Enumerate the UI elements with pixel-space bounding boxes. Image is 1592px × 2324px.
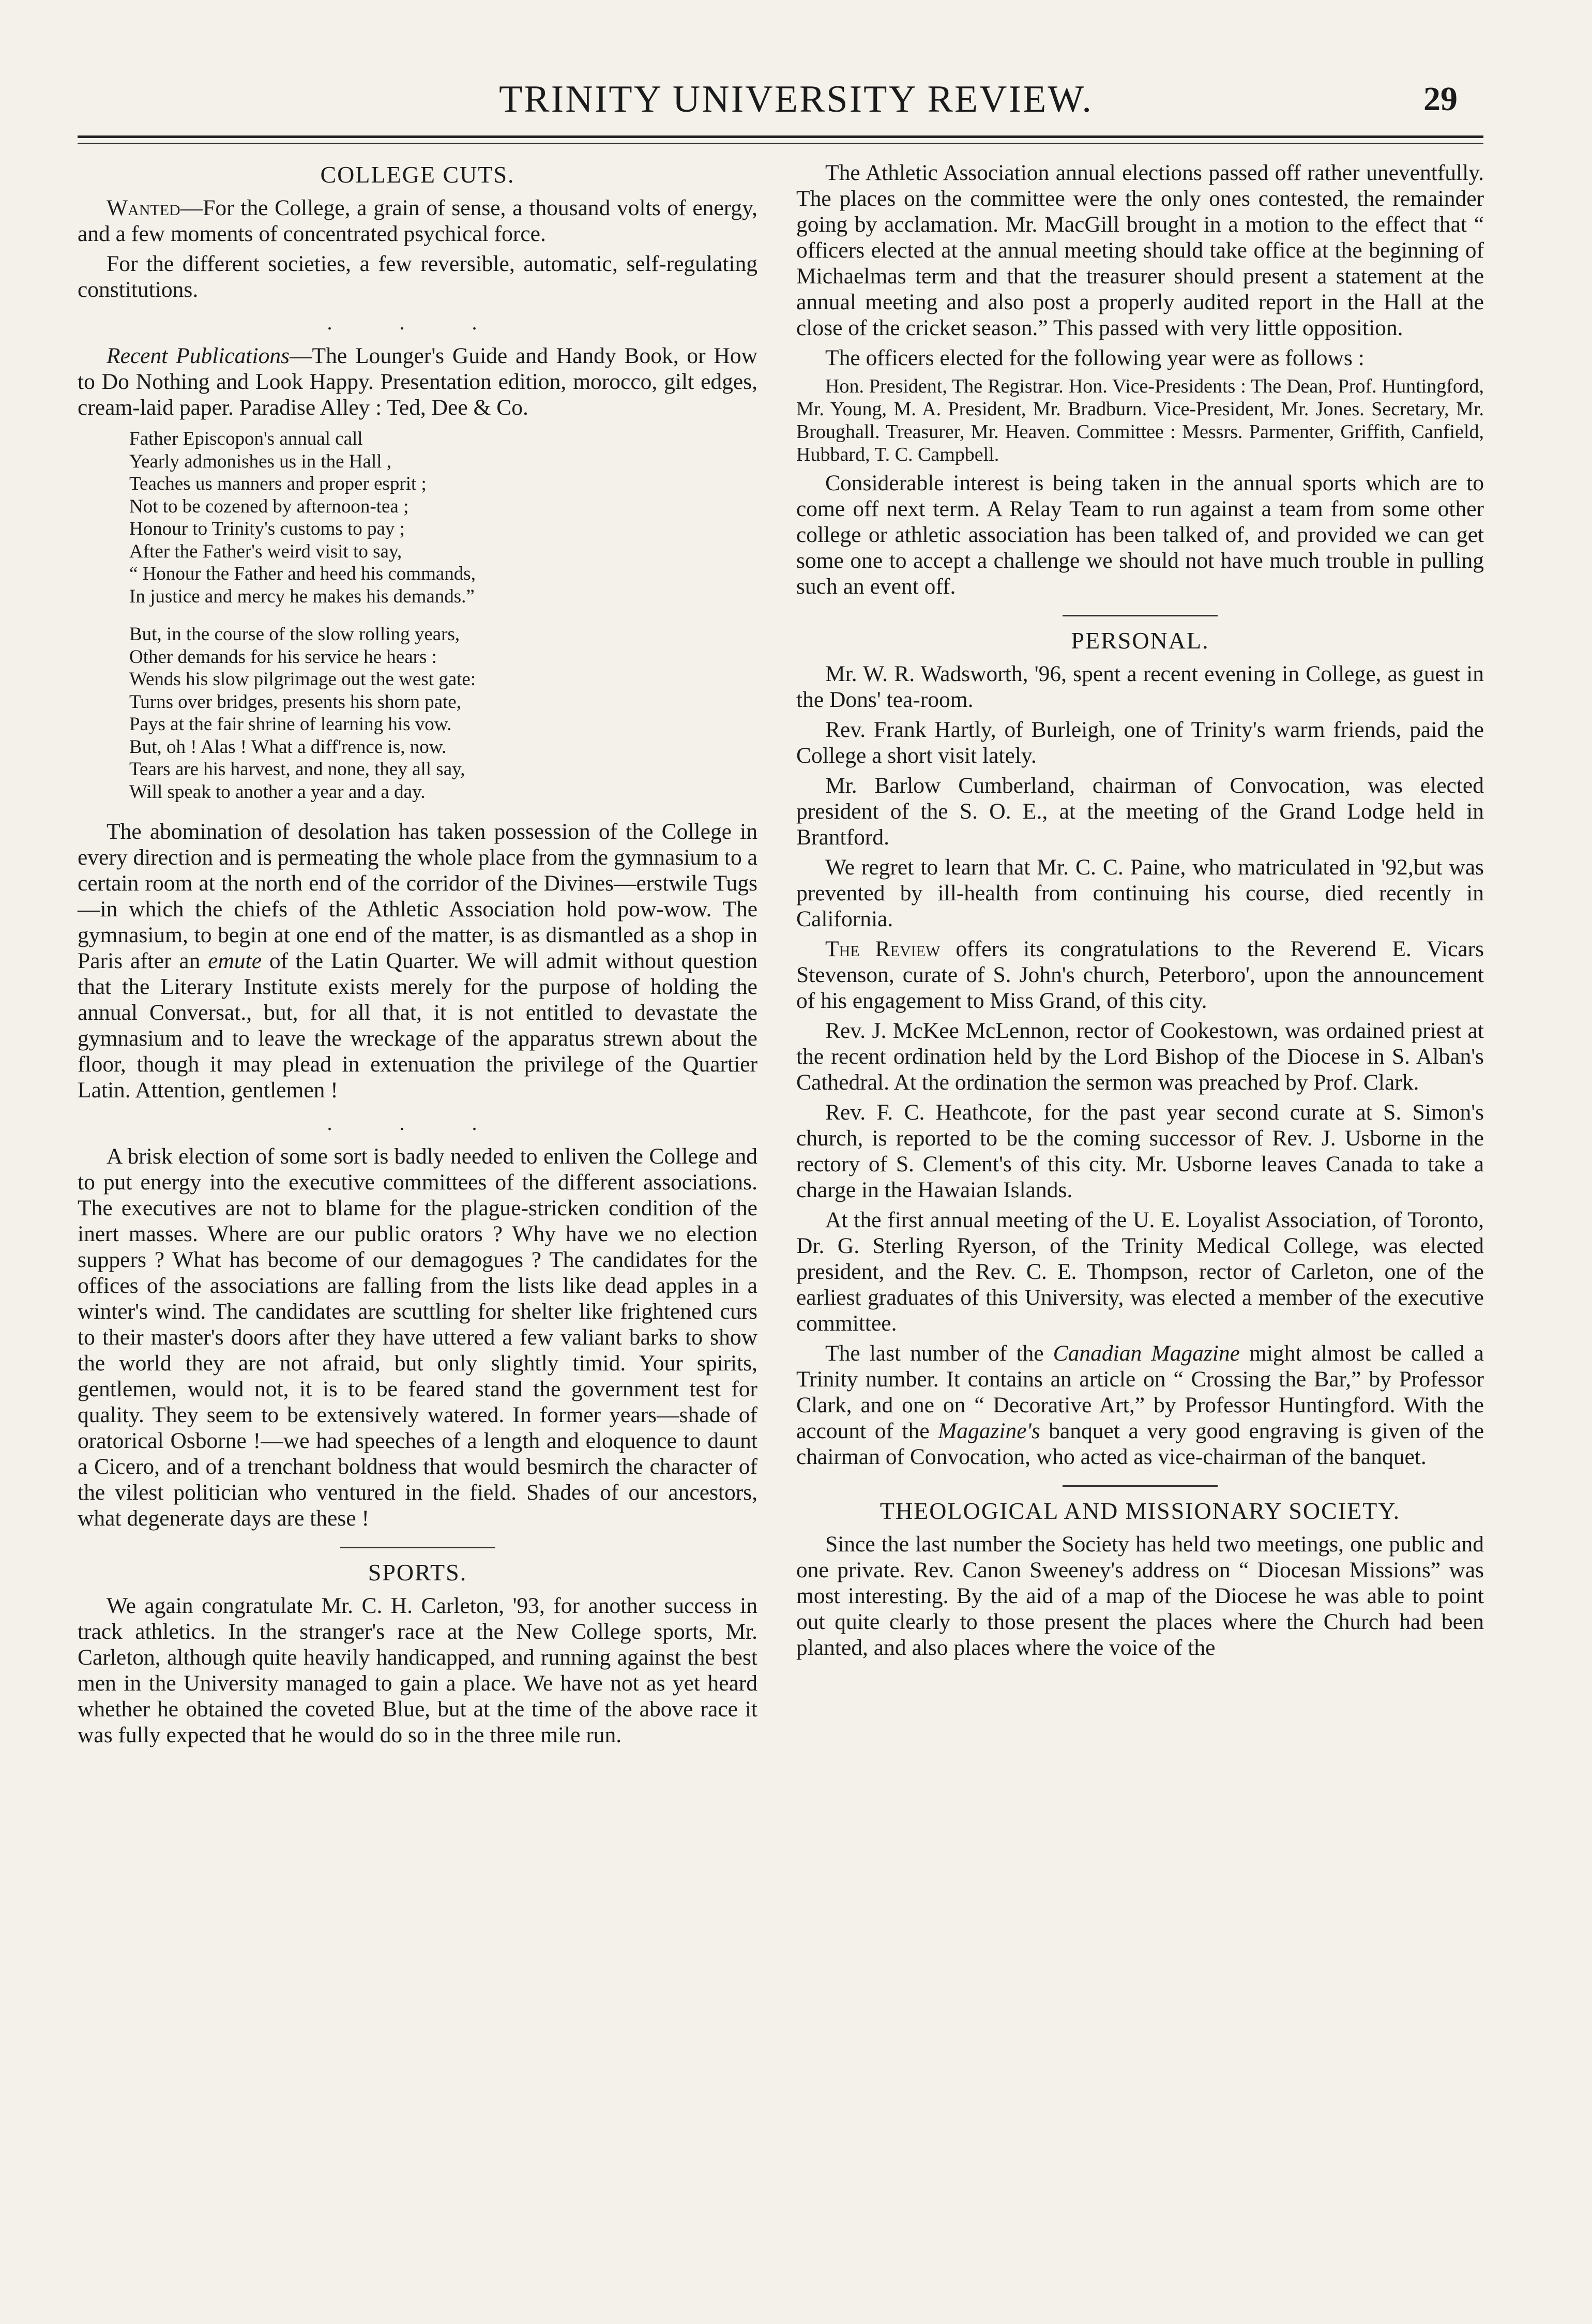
paragraph-text: banquet a very good engraving is given of the chairman of Convocation, who acted as vice-chairman of the banquet. bbox=[796, 1418, 1484, 1469]
paragraph-text: of the Latin Quarter. We will admit without question that the Literary Institute exists merely for the purpose of holding the annual Conversat., but, for all that, it is not entitled to devastate the gymnasium and to leave the wreckage of the apparatus strewn about the floor, though it may plead in extenuation the privilege of the Quartier Latin. Attention, gentlemen ! bbox=[78, 948, 757, 1103]
section-divider bbox=[1063, 1485, 1218, 1487]
section-separator-dots: . . . bbox=[327, 1111, 508, 1135]
paragraph: We again congratulate Mr. C. H. Carleton, '93, for another success in track athletics. In the stranger's race at the New College sports, Mr. Carleton, although quite heavily handicapped, and running against the best men in the University managed to gain a place. We have not as yet heard whether he obtained the coveted Blue, but at the time of the above race it was fully expected that he would do so in the three mile run. bbox=[78, 1593, 757, 1747]
officers-list: Hon. President, The Registrar. Hon. Vice-Presidents : The Dean, Prof. Huntingford, Mr. Young, M. A. President, Mr. Bradburn. Vice-President, Mr. Jones. Secretary, Mr. Broughall. Treasurer, Mr. Heaven. Committee : Messrs. Parmenter, Griffith, Canfield, Hubbard, T. C. Campbell. bbox=[796, 375, 1484, 465]
right-column bbox=[796, 158, 1484, 1665]
page-number: 29 bbox=[1423, 80, 1458, 118]
italic-title: Canadian Magazine bbox=[1053, 1341, 1240, 1366]
paragraph bbox=[78, 819, 757, 1103]
poem-line: Pays at the fair shrine of learning his vow. bbox=[129, 714, 452, 735]
italic-word: emute bbox=[208, 948, 262, 973]
paragraph: At the first annual meeting of the U. E. Loyalist Association, of Toronto, Dr. G. Sterling Ryerson, of the Trinity Medical College, was elected president, and the Rev. C. E. Thompson, rector of Carleton, one of the earliest graduates of this University, was elected a member of the executive committee. bbox=[796, 1208, 1484, 1336]
header-rule-thick bbox=[78, 135, 1483, 138]
poem-line: But, oh ! Alas ! What a diff'rence is, now. bbox=[129, 736, 447, 758]
paragraph: The officers elected for the following year were as follows : bbox=[825, 345, 1364, 370]
paragraph-text: —The Lounger's Guide and Handy Book, or How to Do Nothing and Look Happy. Presentation edition, morocco, gilt edges, cream-laid paper. Paradise Alley : Ted, Dee & Co. bbox=[78, 343, 757, 420]
paragraph-text: —For the College, a grain of sense, a thousand volts of energy, and a few moments of concentrated psychical force. bbox=[78, 195, 757, 246]
paragraph: A brisk election of some sort is badly needed to enliven the College and to put energy into the executive committees of the different associations. The executives are not to blame for the plague-stricken condition of the inert masses. Where are our public orators ? Why have we no election suppers ? What has become of our demagogues ? The candidates for the offices of the associations are falling from the lists like dead apples in a winter's wind. The candidates are scuttling for shelter like frightened curs to their master's doors after they have uttered a few valiant barks to show the world they are not afraid, but only slightly timid. Your spirits, gentlemen, would not, it is to be feared stand the government test for quality. They seem to be extensively watered. In former years—shade of oratorical Osborne !—we had speeches of a length and eloquence to daunt a Cicero, and of a trenchant boldness that would besmirch the character of the vilest politician who ventured in the field. Shades of our ancestors, what degenerate days are these ! bbox=[78, 1144, 757, 1531]
section-sports bbox=[78, 1560, 757, 1748]
section-divider bbox=[1063, 615, 1218, 616]
section-heading: COLLEGE CUTS. bbox=[320, 161, 515, 188]
poem-stanza-1 bbox=[129, 428, 757, 608]
section-personal bbox=[796, 628, 1484, 1470]
poem-line: Other demands for his service he hears : bbox=[129, 646, 437, 668]
paragraph bbox=[796, 1340, 1484, 1470]
poem-line: Wends his slow pilgrimage out the west gate: bbox=[129, 669, 476, 690]
paragraph: Considerable interest is being taken in the annual sports which are to come off next term. A Relay Team to run against a team from some other college or athletic association has been talked of, and provided we can get some one to accept a challenge we should not have much trouble in pulling such an event off. bbox=[796, 471, 1484, 599]
poem-stanza-2 bbox=[129, 623, 757, 803]
poem bbox=[129, 428, 757, 803]
masthead bbox=[0, 78, 1592, 124]
section-heading: PERSONAL. bbox=[1071, 627, 1209, 654]
paragraph-text: The abomination of desolation has taken possession of the College in every direction and is permeating the whole place from the gymnasium to a certain room at the north end of the corridor of the Divines—erstwile Tugs—in which the chiefs of the Athletic Association hold pow-wow. The gymnasium, to begin at one end of the matter, is as dismantled as a shop in Paris after an bbox=[78, 819, 757, 973]
poem-line: Honour to Trinity's customs to pay ; bbox=[129, 518, 405, 539]
section-heading: SPORTS. bbox=[368, 1559, 467, 1586]
section-divider bbox=[340, 1547, 495, 1548]
lead-phrase: Recent Publications bbox=[107, 343, 290, 368]
paragraph bbox=[78, 343, 757, 420]
paragraph: Mr. W. R. Wadsworth, '96, spent a recent evening in College, as guest in the Dons' tea-room. bbox=[796, 661, 1484, 712]
italic-title: Magazine's bbox=[937, 1418, 1040, 1443]
poem-line: But, in the course of the slow rolling years, bbox=[129, 624, 460, 645]
lead-word: Wanted bbox=[107, 195, 180, 220]
paragraph: Since the last number the Society has held two meetings, one public and one private. Rev. Canon Sweeney's address on “ Diocesan Missions” was most interesting. By the aid of a map of the Diocese he was able to point out quite clearly to those present the places where the Church had been planted, and also places where the voice of the bbox=[796, 1532, 1484, 1660]
lead-word: The Review bbox=[825, 937, 941, 961]
paragraph-text: might almost be called a Trinity number. It contains an article on “ Crossing the Bar,” by Professor Clark, and one on “ Decorative Art,” by Professor Huntingford. With the account of the bbox=[796, 1341, 1484, 1443]
paragraph: Mr. Barlow Cumberland, chairman of Convocation, was elected president of the S. O. E., at the meeting of the Grand Lodge held in Brantford. bbox=[796, 773, 1484, 850]
paragraph: Rev. F. C. Heathcote, for the past year second curate at S. Simon's church, is reported to be the coming successor of Rev. J. Usborne in the rectory of S. Clement's of this city. Mr. Usborne leaves Canada to take a charge in the Hawaian Islands. bbox=[796, 1100, 1484, 1202]
poem-line: Not to be cozened by afternoon-tea ; bbox=[129, 495, 409, 517]
poem-line: Will speak to another a year and a day. bbox=[129, 781, 426, 803]
poem-line: Father Episcopon's annual call bbox=[129, 428, 363, 449]
section-athletic-association bbox=[796, 160, 1484, 599]
paragraph: Rev. Frank Hartly, of Burleigh, one of Trinity's warm friends, paid the College a short visit lately. bbox=[796, 717, 1484, 768]
section-college-cuts bbox=[78, 162, 757, 1531]
poem-line: Teaches us manners and proper esprit ; bbox=[129, 473, 427, 494]
section-separator-dots: . . . bbox=[327, 311, 508, 334]
paragraph-text: offers its congratulations to the Reverend E. Vicars Stevenson, curate of S. John's church, Peterboro', upon the announcement of his engagement to Miss Grand, of this city. bbox=[796, 937, 1484, 1013]
paragraph: The Athletic Association annual elections passed off rather uneventfully. The places on the committee were the only ones contested, the remainder going by acclamation. Mr. MacGill brought in a motion to the effect that “ officers elected at the annual meeting should take office at the beginning of Michaelmas term and that the treasurer should present a statement at the annual meeting and also post a properly audited report in the Hall at the close of the cricket season.” This passed with very little opposition. bbox=[796, 160, 1484, 340]
paragraph-text: The last number of the bbox=[825, 1341, 1053, 1366]
paragraph bbox=[78, 195, 757, 247]
section-theological bbox=[796, 1498, 1484, 1661]
poem-line: In justice and mercy he makes his demands.” bbox=[129, 585, 475, 607]
poem-line: Yearly admonishes us in the Hall , bbox=[129, 450, 391, 472]
poem-line: Tears are his harvest, and none, they all say, bbox=[129, 759, 465, 780]
paragraph: For the different societies, a few reversible, automatic, self-regulating constitutions. bbox=[78, 251, 757, 302]
left-column bbox=[78, 158, 757, 1752]
section-heading: THEOLOGICAL AND MISSIONARY SOCIETY. bbox=[880, 1498, 1401, 1524]
journal-title: TRINITY UNIVERSITY REVIEW. bbox=[499, 78, 1093, 120]
poem-line: “ Honour the Father and heed his commands, bbox=[129, 563, 476, 584]
poem-line: Turns over bridges, presents his shorn pate, bbox=[129, 691, 461, 713]
poem-line: After the Father's weird visit to say, bbox=[129, 540, 402, 562]
paragraph bbox=[796, 936, 1484, 1014]
paragraph: We regret to learn that Mr. C. C. Paine, who matriculated in '92,but was prevented by ill-health from continuing his course, died recently in California. bbox=[796, 855, 1484, 931]
paragraph: Rev. J. McKee McLennon, rector of Cookestown, was ordained priest at the recent ordination held by the Lord Bishop of the Diocese in S. Alban's Cathedral. At the ordination the sermon was preached by Prof. Clark. bbox=[796, 1018, 1484, 1095]
header-rule-thin bbox=[78, 143, 1483, 144]
